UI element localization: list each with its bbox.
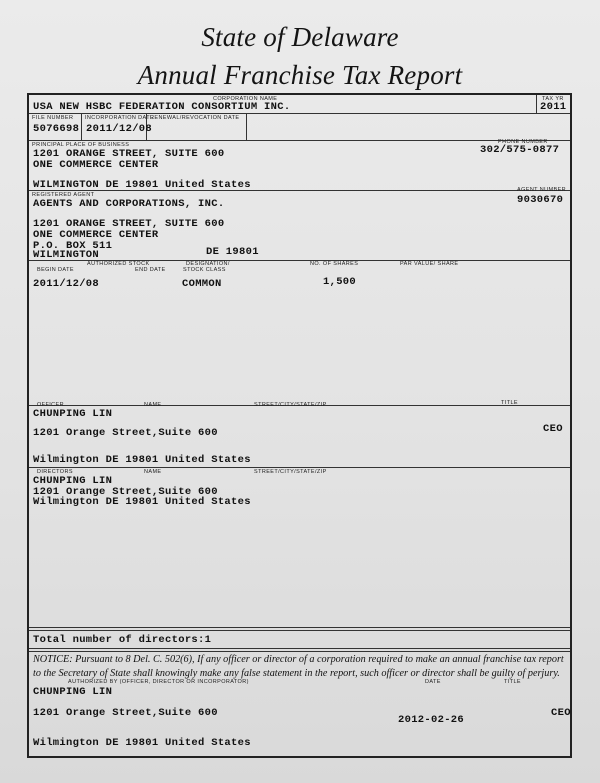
director-street-label: STREET/CITY/STATE/ZIP: [254, 469, 327, 475]
designation-label: DESIGNATION/: [186, 261, 230, 267]
officer-label: OFFICER: [37, 402, 64, 408]
corporation-name: USA NEW HSBC FEDERATION CONSORTIUM INC.: [33, 101, 291, 113]
col-divider: [81, 113, 82, 140]
no-of-shares-label: NO. OF SHARES: [310, 261, 359, 267]
report-title-line1: State of Delaware: [201, 22, 399, 52]
incorporation-date-label: INCORPORATION DATE: [85, 115, 155, 121]
col-divider: [536, 95, 537, 113]
director-name: CHUNPING LIN: [33, 475, 113, 487]
signer-date: 2012-02-26: [398, 714, 465, 726]
officer-name-label: NAME: [144, 402, 162, 408]
officer-title-label: TITLE: [501, 400, 518, 406]
director-street: 1201 Orange Street,Suite 600: [33, 486, 218, 498]
stock-class-label: STOCK CLASS: [183, 267, 226, 273]
agent-number-label: AGENT NUMBER: [517, 187, 567, 193]
phone-number-label: PHONE NUMBER: [498, 139, 548, 145]
report-title-line2: Annual Franchise Tax Report: [137, 60, 463, 90]
notice-line2: to the Secretary of State shall knowingly make any false statement in the report, such officer or director shall be guilty of perjury.: [33, 668, 560, 679]
authorized-stock-label: AUTHORIZED STOCK: [87, 261, 150, 267]
signer-city: Wilmington DE 19801 United States: [33, 737, 251, 749]
officer-title: CEO: [543, 423, 563, 435]
agent-number: 9030670: [517, 194, 564, 206]
row-divider: [29, 630, 570, 631]
principal-address-line1: 1201 ORANGE STREET, SUITE 600: [33, 148, 225, 160]
agent-city: WILMINGTON: [33, 249, 100, 261]
renewal-date-label: RENEWAL/REVOCATION DATE: [150, 115, 240, 121]
principal-address-line2: ONE COMMERCE CENTER: [33, 159, 159, 171]
row-divider: [29, 140, 570, 141]
phone-number: 302/575-0877: [480, 144, 560, 156]
signer-street: 1201 Orange Street,Suite 600: [33, 707, 218, 719]
officer-city: Wilmington DE 19801 United States: [33, 454, 251, 466]
row-divider: [29, 627, 570, 628]
principal-address-line3: WILMINGTON DE 19801 United States: [33, 179, 251, 191]
signer-title-label: TITLE: [504, 679, 521, 685]
file-number: 5076698: [33, 123, 80, 135]
director-name-label: NAME: [144, 469, 162, 475]
agent-state-zip: DE 19801: [206, 246, 259, 258]
notice-line1: NOTICE: Pursuant to 8 Del. C. 502(6), If any officer or director of a corporation required to make an annual franchise tax report: [33, 654, 564, 665]
agent-address-line2: ONE COMMERCE CENTER: [33, 229, 159, 241]
total-directors: Total number of directors:1: [33, 634, 212, 646]
par-value-label: PAR VALUE/ SHARE: [400, 261, 459, 267]
number-of-shares: 1,500: [323, 276, 357, 288]
authorized-by-label: AUTHORIZED BY (OFFICER, DIRECTOR OR INCORPORATOR): [68, 679, 249, 685]
officer-street: 1201 Orange Street,Suite 600: [33, 427, 218, 439]
officer-street-label: STREET/CITY/STATE/ZIP: [254, 402, 327, 408]
corporation-name-label: CORPORATION NAME: [213, 96, 278, 102]
agent-address-line1: 1201 ORANGE STREET, SUITE 600: [33, 218, 225, 230]
tax-year: 2011: [540, 101, 567, 113]
director-city: Wilmington DE 19801 United States: [33, 496, 251, 508]
directors-label: DIRECTORS: [37, 469, 73, 475]
col-divider: [246, 113, 247, 140]
officer-name: CHUNPING LIN: [33, 408, 113, 420]
franchise-tax-form: [27, 93, 572, 758]
registered-agent-label: REGISTERED AGENT: [32, 192, 95, 198]
row-divider: [29, 651, 570, 652]
signer-name: CHUNPING LIN: [33, 686, 113, 698]
stock-class: COMMON: [182, 278, 222, 290]
principal-place-label: PRINCIPAL PLACE OF BUSINESS: [32, 142, 130, 148]
row-divider: [29, 467, 570, 468]
agent-address-line3: P.O. BOX 511: [33, 240, 113, 252]
agent-name: AGENTS AND CORPORATIONS, INC.: [33, 198, 225, 210]
end-date-label: END DATE: [135, 267, 166, 273]
file-number-label: FILE NUMBER: [32, 115, 74, 121]
tax-year-label: TAX YR: [542, 96, 564, 102]
begin-date-label: BEGIN DATE: [37, 267, 74, 273]
row-divider: [29, 113, 570, 114]
date-label: DATE: [425, 679, 441, 685]
stock-begin-date: 2011/12/08: [33, 278, 100, 290]
signer-title: CEO: [551, 707, 571, 719]
incorporation-date: 2011/12/08: [86, 123, 153, 135]
row-divider: [29, 648, 570, 649]
